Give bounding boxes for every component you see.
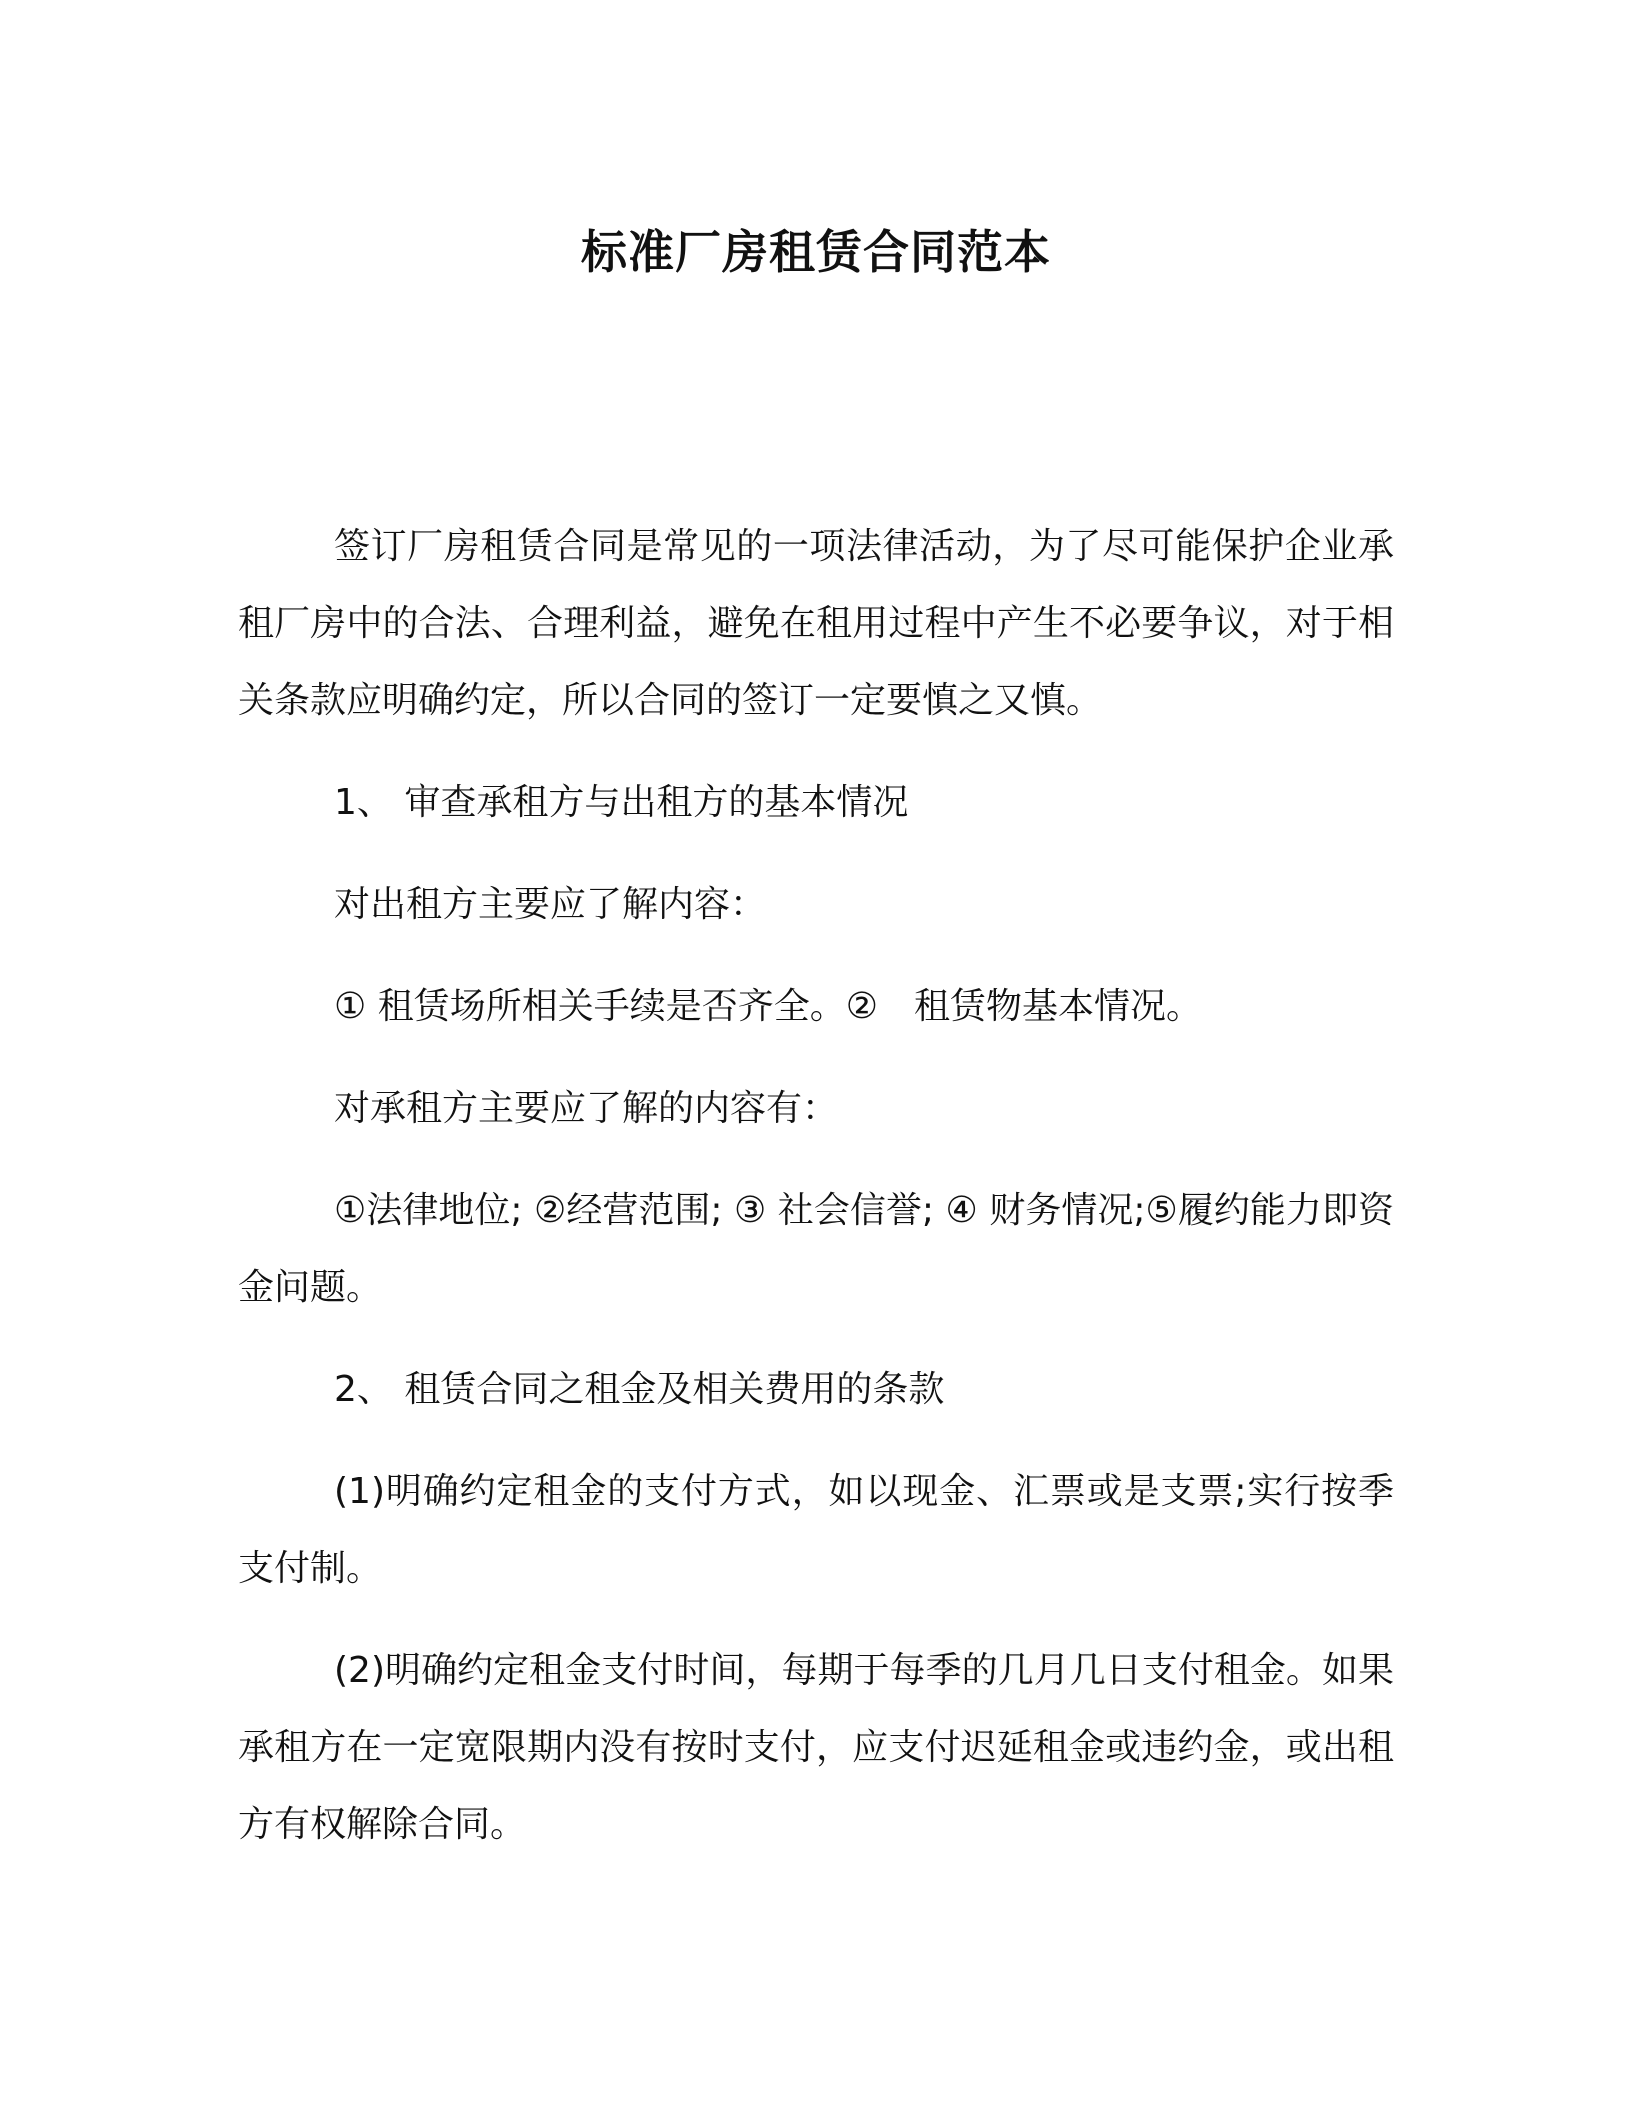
lessor-info-items: ① 租赁场所相关手续是否齐全。② 租赁物基本情况。 <box>334 986 1202 1027</box>
intro-paragraph: 签订厂房租赁合同是常见的一项法律活动，为了尽可能保护企业承租厂房中的合法、合理利益，避免在租用过程中产生不必要争议，对于相关条款应明确约定，所以合同的签订一定要慎之又慎。 <box>238 526 1394 721</box>
lessee-info-items: ①法律地位; ②经营范围; ③ 社会信誉; ④ 财务情况;⑤履约能力即资金问题。 <box>238 1190 1394 1308</box>
section-heading-1: 1、 审查承租方与出租方的基本情况 <box>334 782 909 823</box>
rent-payment-time: (2)明确约定租金支付时间，每期于每季的几月几日支付租金。如果承租方在一定宽限期内没有按时支付，应支付迟延租金或违约金，或出租方有权解除合同。 <box>238 1650 1394 1845</box>
section-heading-2: 2、 租赁合同之租金及相关费用的条款 <box>334 1369 945 1410</box>
lessee-info-heading: 对承租方主要应了解的内容有： <box>334 1088 839 1129</box>
rent-payment-method: (1)明确约定租金的支付方式，如以现金、汇票或是支票;实行按季支付制。 <box>238 1471 1394 1589</box>
document-body <box>238 508 1394 1863</box>
document-title: 标准厂房租赁合同范本 <box>581 225 1051 279</box>
lessor-info-heading: 对出租方主要应了解内容： <box>334 884 767 925</box>
